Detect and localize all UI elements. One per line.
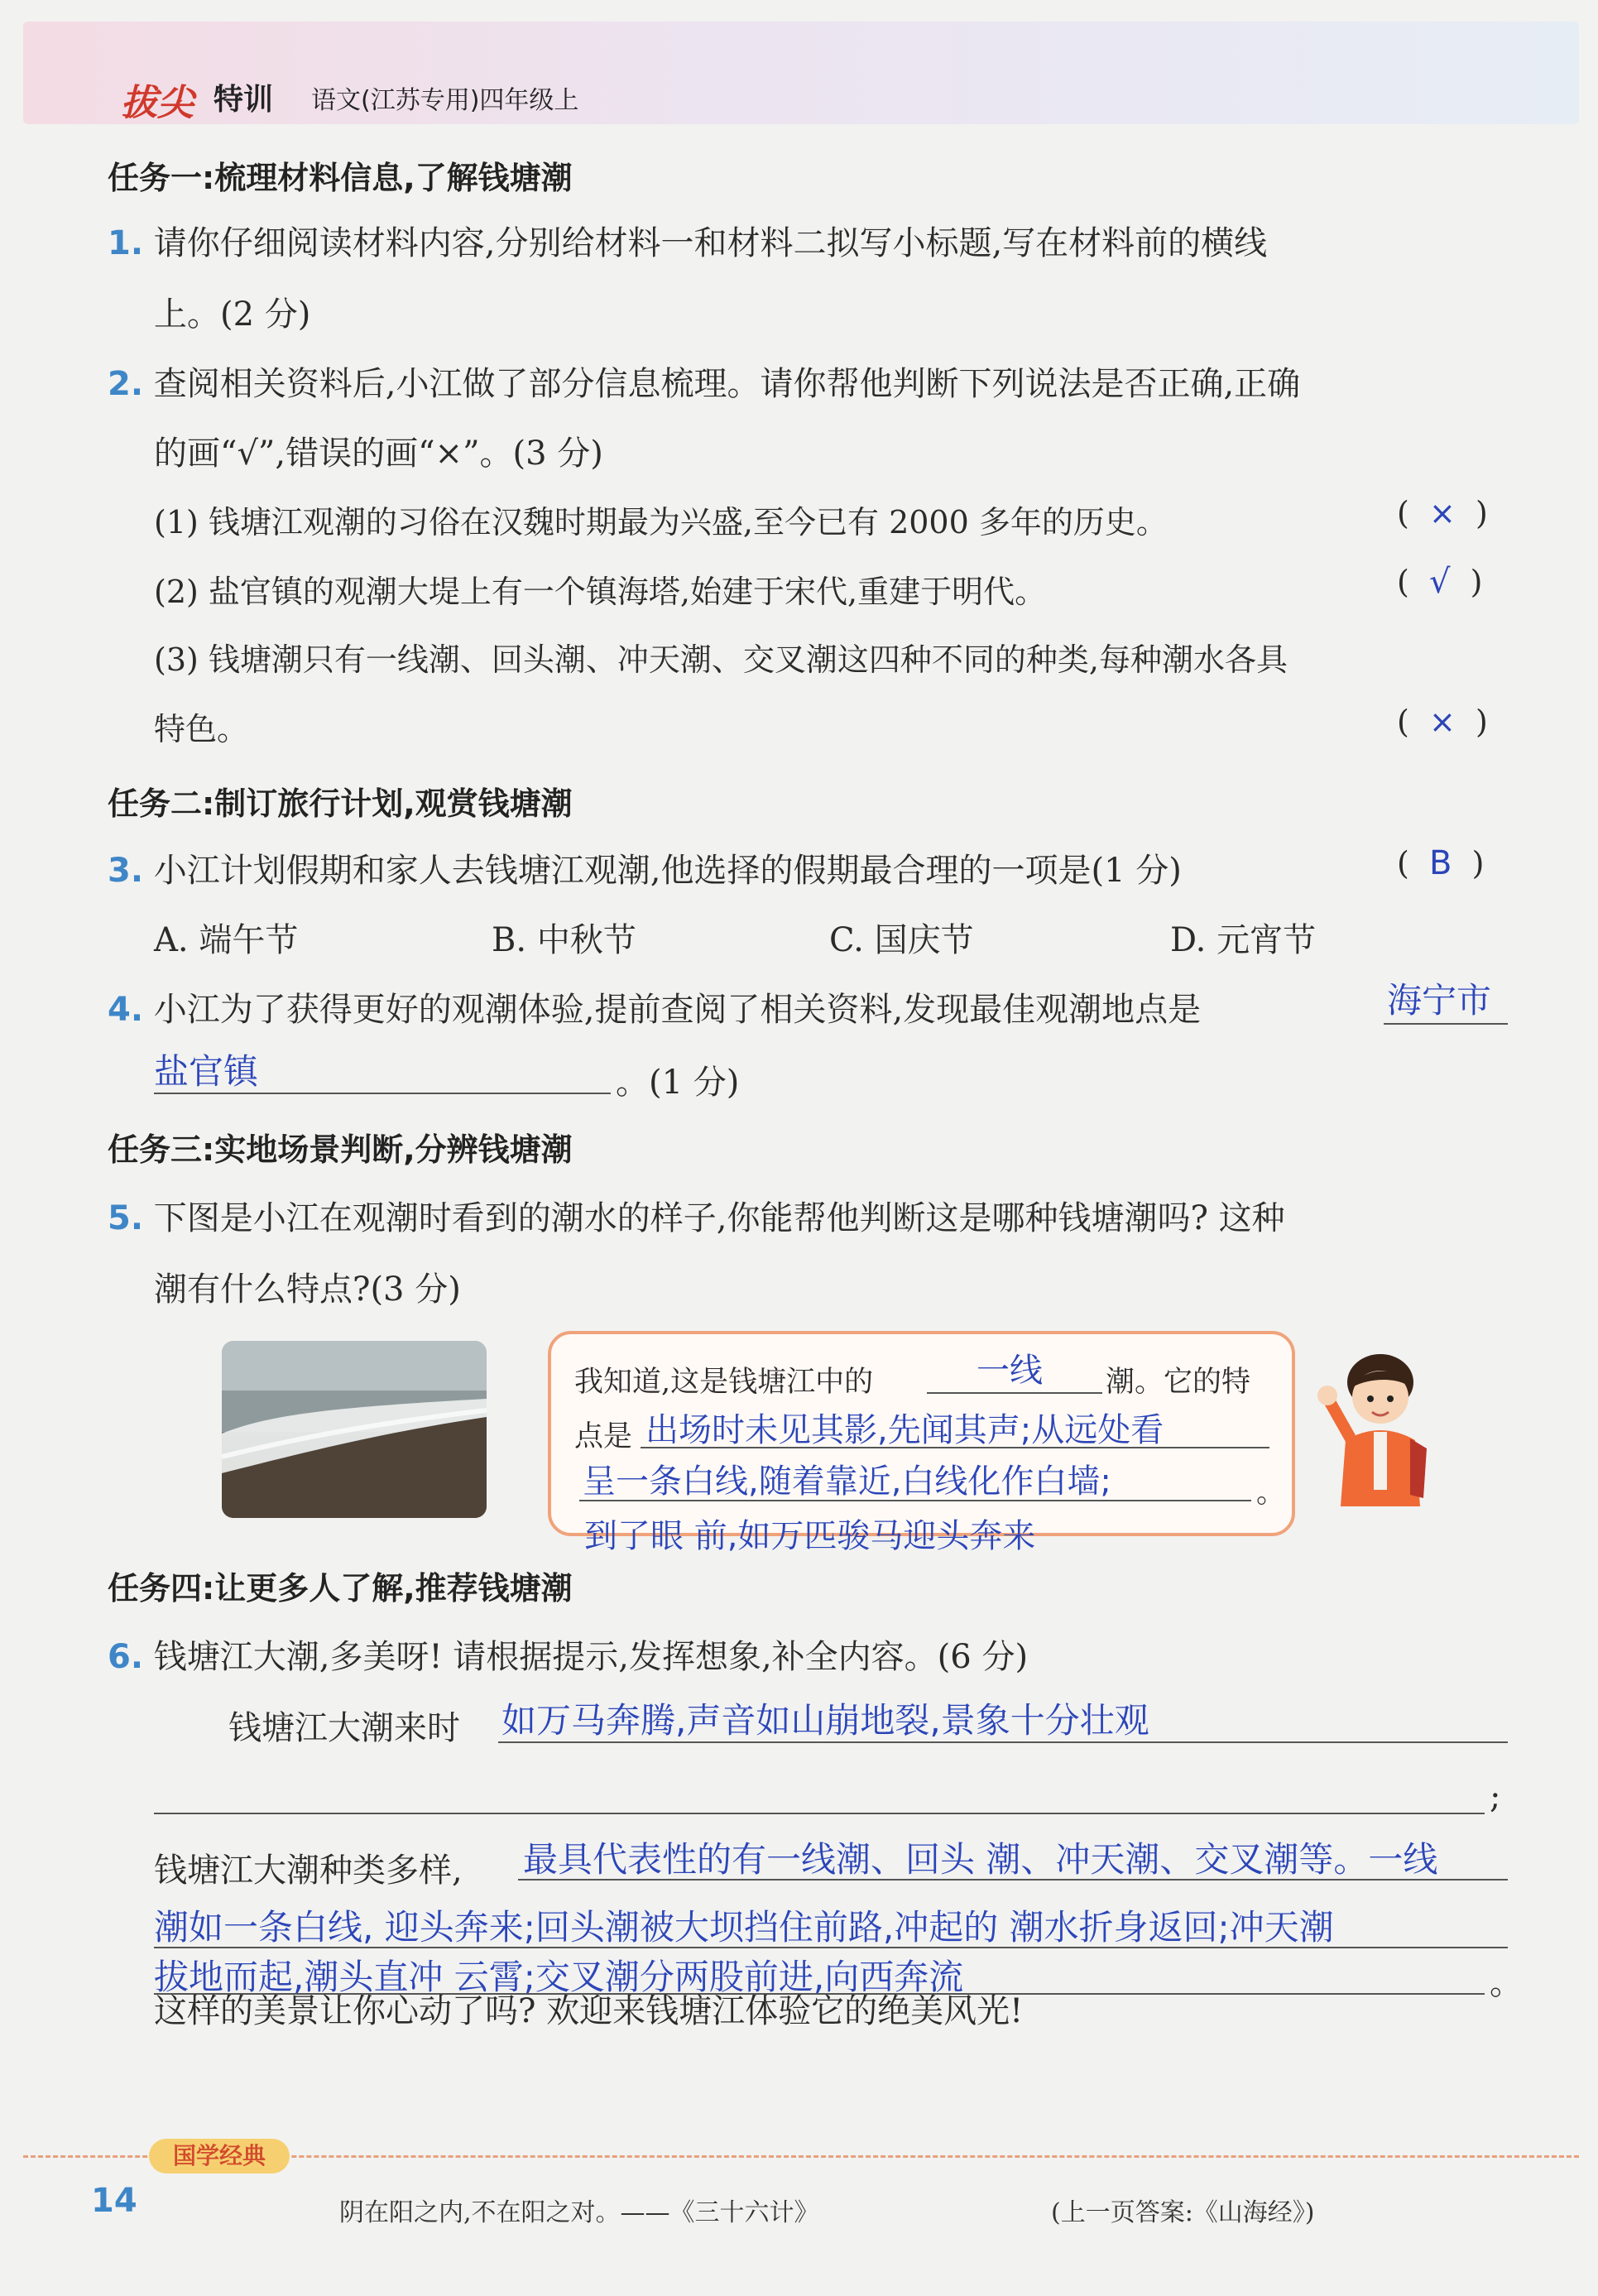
q3-option-a: A. 端午节: [154, 921, 299, 959]
q4-answer-line1: [1384, 1023, 1508, 1025]
q4-line: [108, 983, 1201, 1030]
q6-p2-answer-1: 最具代表性的有一线潮、回头 潮、冲天潮、交叉潮等。一线: [523, 1839, 1438, 1880]
q4-answer-line2: [154, 1093, 611, 1094]
q6-text: 钱塘江大潮,多美呀! 请根据提示,发挥想象,补全内容。(6 分): [153, 1638, 1029, 1676]
q6-closing: 这样的美景让你心动了吗? 欢迎来钱塘江体验它的绝美风光!: [154, 1992, 1024, 2030]
tide-photo-graphic: [222, 1341, 487, 1518]
page-number: 14: [91, 2182, 137, 2220]
task1-title: 任务一:梳理材料信息,了解钱塘潮: [108, 160, 573, 196]
bubble-text-pre: 我知道,这是钱塘江中的: [574, 1366, 874, 1399]
tide-photo: [222, 1341, 487, 1518]
subject-label: 语文(江苏专用)四年级上: [311, 86, 579, 115]
q3-option-b: B. 中秋节: [492, 921, 636, 959]
bubble-line-2: [579, 1500, 1251, 1501]
q4-tail: 。(1 分): [616, 1064, 740, 1102]
q2-item-3-line2: 特色。: [154, 711, 249, 747]
q5-text-1: 下图是小江在观潮时看到的潮水的样子,你能帮他判断这是哪种钱塘潮吗? 这种: [153, 1199, 1285, 1237]
bubble-hand-2: 呈一条白线,随着靠近,白线化作白墙;: [583, 1463, 1111, 1501]
q1-text-1: 请你仔细阅读材料内容,分别给材料一和材料二拟写小标题,写在材料前的横线: [153, 224, 1268, 262]
task3-title: 任务三:实地场景判断,分辨钱塘潮: [108, 1131, 573, 1168]
task4-title: 任务四:让更多人了解,推荐钱塘潮: [108, 1570, 573, 1607]
q1-line1: [108, 217, 1267, 264]
footer-quote: 阴在阳之内,不在阳之对。——《三十六计》: [339, 2198, 819, 2227]
bubble-line1: [574, 1359, 873, 1400]
brand-logo-red: 拔尖: [121, 82, 194, 124]
q2-text-1: 查阅相关资料后,小江做了部分信息梳理。请你帮他判断下列说法是否正确,正确: [153, 365, 1301, 403]
q6-p2-line2: [154, 1947, 1508, 1948]
q6-p1-line1: [498, 1741, 1508, 1743]
q3-text: 小江计划假期和家人去钱塘江观潮,他选择的假期最合理的一项是(1 分): [153, 852, 1182, 890]
q2-item-1-answer: ×: [1428, 495, 1456, 531]
q3-answer: B: [1428, 844, 1452, 882]
task2-title: 任务二:制订旅行计划,观赏钱塘潮: [108, 785, 573, 822]
q6-number: 6.: [108, 1638, 144, 1676]
q2-item-1-answer-box: ( × ): [1397, 495, 1488, 531]
q4-text: 小江为了获得更好的观潮体验,提前查阅了相关资料,发现最佳观潮地点是: [153, 991, 1202, 1029]
q6-p2-pre: 钱塘江大潮种类多样,: [154, 1852, 463, 1890]
q6-p1-answer: 如万马奔腾,声音如山崩地裂,景象十分壮观: [501, 1700, 1149, 1741]
bubble-text-pre2: 点是: [574, 1420, 633, 1453]
q6-p1-semicolon: ;: [1490, 1778, 1501, 1816]
q2-line2: 的画“√”,错误的画“×”。(3 分): [154, 435, 603, 473]
bubble-hand-3: 到了眼 前,如万匹骏马迎头奔来: [584, 1517, 1036, 1555]
q6-p2-period: 。: [1490, 1964, 1523, 2002]
q5-number: 5.: [108, 1199, 144, 1237]
q3-option-c: C. 国庆节: [829, 921, 974, 959]
q6-p2-answer-3: 拔地而起,潮头直冲 云霄;交叉潮分两股前进,向西奔流: [154, 1957, 964, 1997]
q2-number: 2.: [108, 365, 144, 403]
bubble-period: 。: [1256, 1477, 1286, 1510]
q2-item-2-answer: √: [1428, 563, 1451, 601]
footer-tag: 国学经典: [149, 2139, 290, 2174]
bubble-hand-1: 出场时未见其影,先闻其声;从远处看: [645, 1411, 1164, 1449]
q5-line1: [108, 1192, 1285, 1239]
q2-item-3: (3) 钱塘潮只有一线潮、回头潮、冲天潮、交叉潮这四种不同的种类,每种潮水各具: [154, 641, 1288, 678]
bubble-text-mid: 潮。它的特: [1106, 1366, 1251, 1399]
cartoon-boy-graphic: [1312, 1349, 1437, 1515]
bubble-line-1: [641, 1447, 1269, 1448]
q2-line1: [108, 358, 1300, 405]
q3-option-d: D. 元宵节: [1170, 921, 1317, 959]
q6-p1-line2: [154, 1813, 1485, 1814]
footer-prev-answer: (上一页答案:《山海经》): [1051, 2198, 1315, 2227]
q2-item-1: (1) 钱塘江观潮的习俗在汉魏时期最为兴盛,至今已有 2000 多年的历史。: [154, 504, 1168, 540]
q3-answer-box: ( B ): [1397, 844, 1485, 882]
q2-item-3-answer-box: ( × ): [1397, 704, 1488, 740]
q6-p2-answer-2: 潮如一条白线, 迎头奔来;回头潮被大坝挡住前路,冲起的 潮水折身返回;冲天潮: [154, 1907, 1334, 1948]
q1-line2: 上。(2 分): [154, 295, 311, 334]
q4-answer-part2: 盐官镇: [154, 1051, 259, 1092]
bubble-answer-line: [927, 1392, 1102, 1394]
q1-number: 1.: [108, 224, 144, 262]
q6-p2-line1: [518, 1879, 1508, 1881]
q3-line: [108, 844, 1182, 891]
q6-p1-pre: 钱塘江大潮来时: [228, 1709, 460, 1747]
q2-item-3-answer: ×: [1428, 704, 1456, 740]
q6-line: [108, 1631, 1028, 1678]
q4-number: 4.: [108, 991, 144, 1029]
cartoon-boy: [1312, 1349, 1437, 1515]
q2-item-2-answer-box: ( √ ): [1397, 563, 1483, 601]
bubble-answer-type: 一线: [977, 1352, 1043, 1390]
q5-line2: 潮有什么特点?(3 分): [154, 1270, 461, 1309]
q3-number: 3.: [108, 852, 144, 890]
q2-item-2: (2) 盐官镇的观潮大堤上有一个镇海塔,始建于宋代,重建于明代。: [154, 574, 1047, 610]
brand-logo-black: 特训: [214, 83, 274, 117]
q4-answer-part1: 海宁市: [1387, 980, 1492, 1021]
